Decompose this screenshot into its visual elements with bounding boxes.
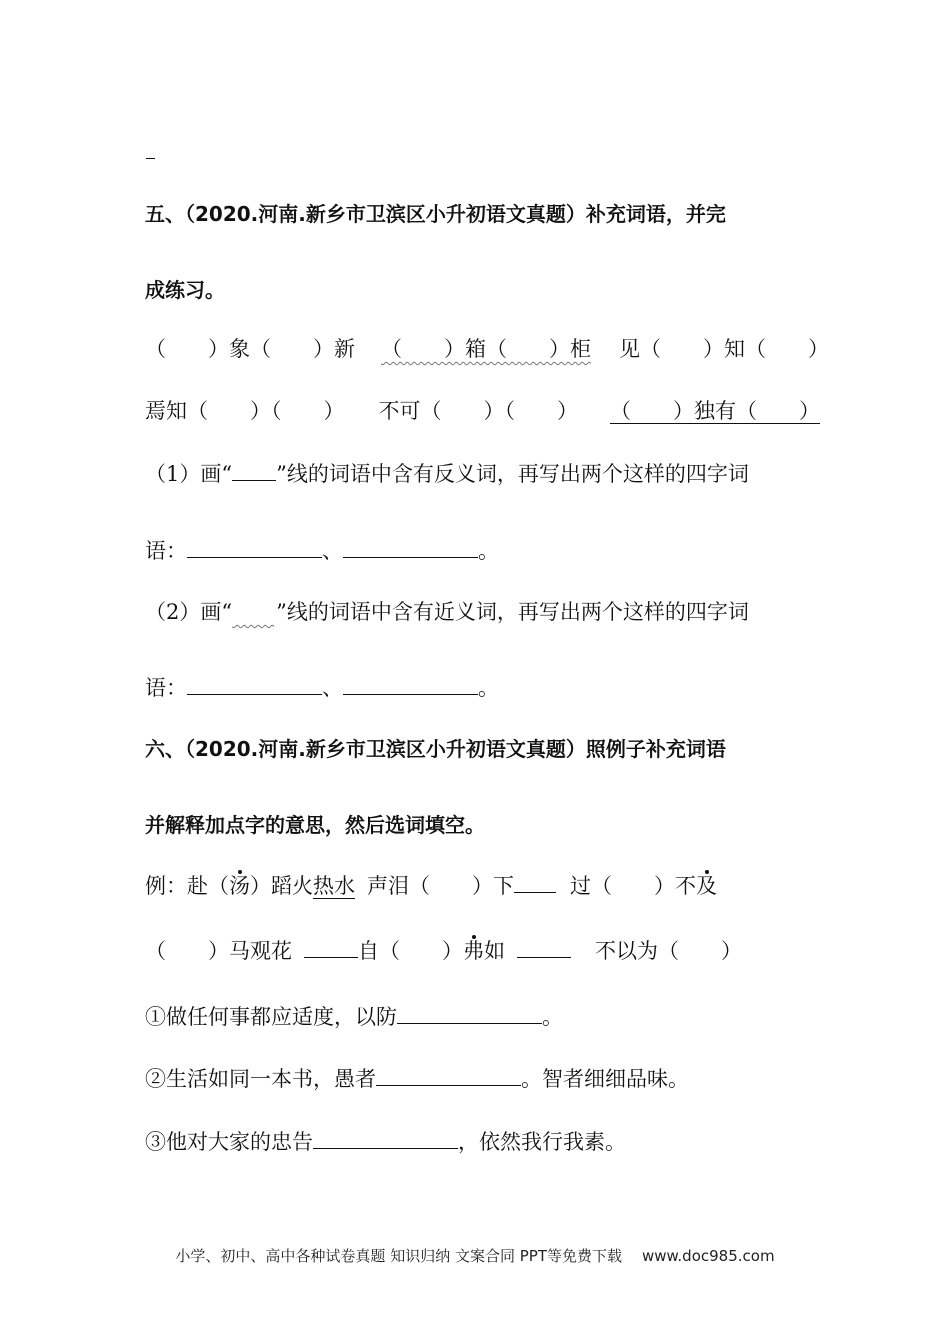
dotted-char-ji: 及	[696, 874, 717, 898]
q6-sentence-3	[145, 1127, 626, 1157]
sentence-1-end: 。	[542, 1005, 563, 1029]
sentence-1-text: ①做任何事都应适度，以防	[145, 1005, 397, 1029]
word-blank-2-wavy: （ ）箱（ ）柜	[381, 337, 591, 361]
word-guoyou: 过（ ）不	[570, 874, 696, 898]
word-zikui: 自（ ）	[358, 939, 463, 963]
answer-blank-1[interactable]	[187, 556, 322, 558]
sub2-separator: 、	[322, 676, 343, 700]
q6-title-line2: 并解释加点字的意思，然后选词填空。	[145, 813, 485, 837]
word-blank-6-underlined: （ ）独有（ ）	[610, 399, 820, 423]
example-word: ）蹈火	[250, 874, 313, 898]
word-shenglei: 声泪（ ）下	[367, 874, 514, 898]
dotted-char-fu: 弗	[463, 939, 484, 963]
sub1-separator: 、	[322, 539, 343, 563]
page-footer	[0, 1246, 950, 1266]
q6-example-row	[145, 871, 717, 901]
sub1-answer-label: 语：	[145, 539, 187, 563]
word-blank-3: 见（ ）知（ ）	[619, 337, 829, 361]
sub2-end: 。	[478, 676, 499, 700]
example-prefix: 例：赴（	[145, 874, 229, 898]
sentence-3-end: ，依然我行我素。	[458, 1130, 626, 1154]
sub1-end: 。	[478, 539, 499, 563]
word-zouma: （ ）马观花	[145, 939, 292, 963]
fill-blank-2[interactable]	[376, 1084, 521, 1086]
q5-sub2-question	[145, 597, 749, 627]
q5-sub2-answer	[145, 673, 499, 703]
q5-words-row1	[145, 334, 829, 364]
explain-blank-1[interactable]	[514, 891, 556, 893]
example-answer: 热水	[313, 874, 355, 898]
sub2-answer-label: 语：	[145, 676, 187, 700]
sub2-prefix: （2）画“	[145, 600, 233, 624]
sample-wavy-line	[232, 597, 276, 627]
q5-words-row2	[145, 396, 820, 426]
dotted-char-tang: 汤	[229, 874, 250, 898]
sentence-2-end: 。智者细细品味。	[521, 1067, 689, 1091]
answer-blank-2[interactable]	[343, 556, 478, 558]
sample-straight-line	[232, 479, 276, 481]
q5-title-line2: 成练习。	[145, 278, 225, 302]
word-blank-1: （ ）象（ ）新	[145, 337, 355, 361]
sub1-text: ”线的词语中含有反义词，再写出两个这样的四字词	[276, 462, 749, 486]
sentence-2-text: ②生活如同一本书，愚者	[145, 1067, 376, 1091]
word-buyiwei: 不以为（ ）	[595, 939, 742, 963]
footer-site[interactable]: www.doc985.com	[641, 1247, 775, 1265]
sub2-text: ”线的词语中含有近义词，再写出两个这样的四字词	[276, 600, 749, 624]
q6-title-line1: 六、（2020.河南.新乡市卫滨区小升初语文真题）照例子补充词语	[145, 737, 726, 761]
fill-blank-3[interactable]	[313, 1147, 458, 1149]
q5-title-line1: 五、（2020.河南.新乡市卫滨区小升初语文真题）补充词语，并完	[145, 202, 726, 226]
q5-sub1-answer	[145, 536, 499, 566]
sentence-3-text: ③他对大家的忠告	[145, 1130, 313, 1154]
sub1-prefix: （1）画“	[145, 462, 233, 486]
explain-blank-2[interactable]	[304, 956, 358, 958]
explain-blank-3[interactable]	[517, 956, 571, 958]
word-blank-4: 焉知（ ）（ ）	[145, 399, 345, 423]
q6-sentence-2	[145, 1064, 689, 1094]
word-blank-5: 不可（ ）（ ）	[378, 399, 578, 423]
answer-blank-3[interactable]	[187, 693, 322, 695]
answer-blank-4[interactable]	[343, 693, 478, 695]
q5-sub1-question	[145, 459, 749, 489]
word-ru: 如	[484, 939, 505, 963]
fill-blank-1[interactable]	[397, 1022, 542, 1024]
top-dash-mark	[146, 158, 155, 159]
footer-text: 小学、初中、高中各种试卷真题 知识归纳 文案合同 PPT等免费下载	[175, 1247, 622, 1265]
q6-words-row2	[145, 936, 742, 966]
q6-sentence-1	[145, 1002, 563, 1032]
